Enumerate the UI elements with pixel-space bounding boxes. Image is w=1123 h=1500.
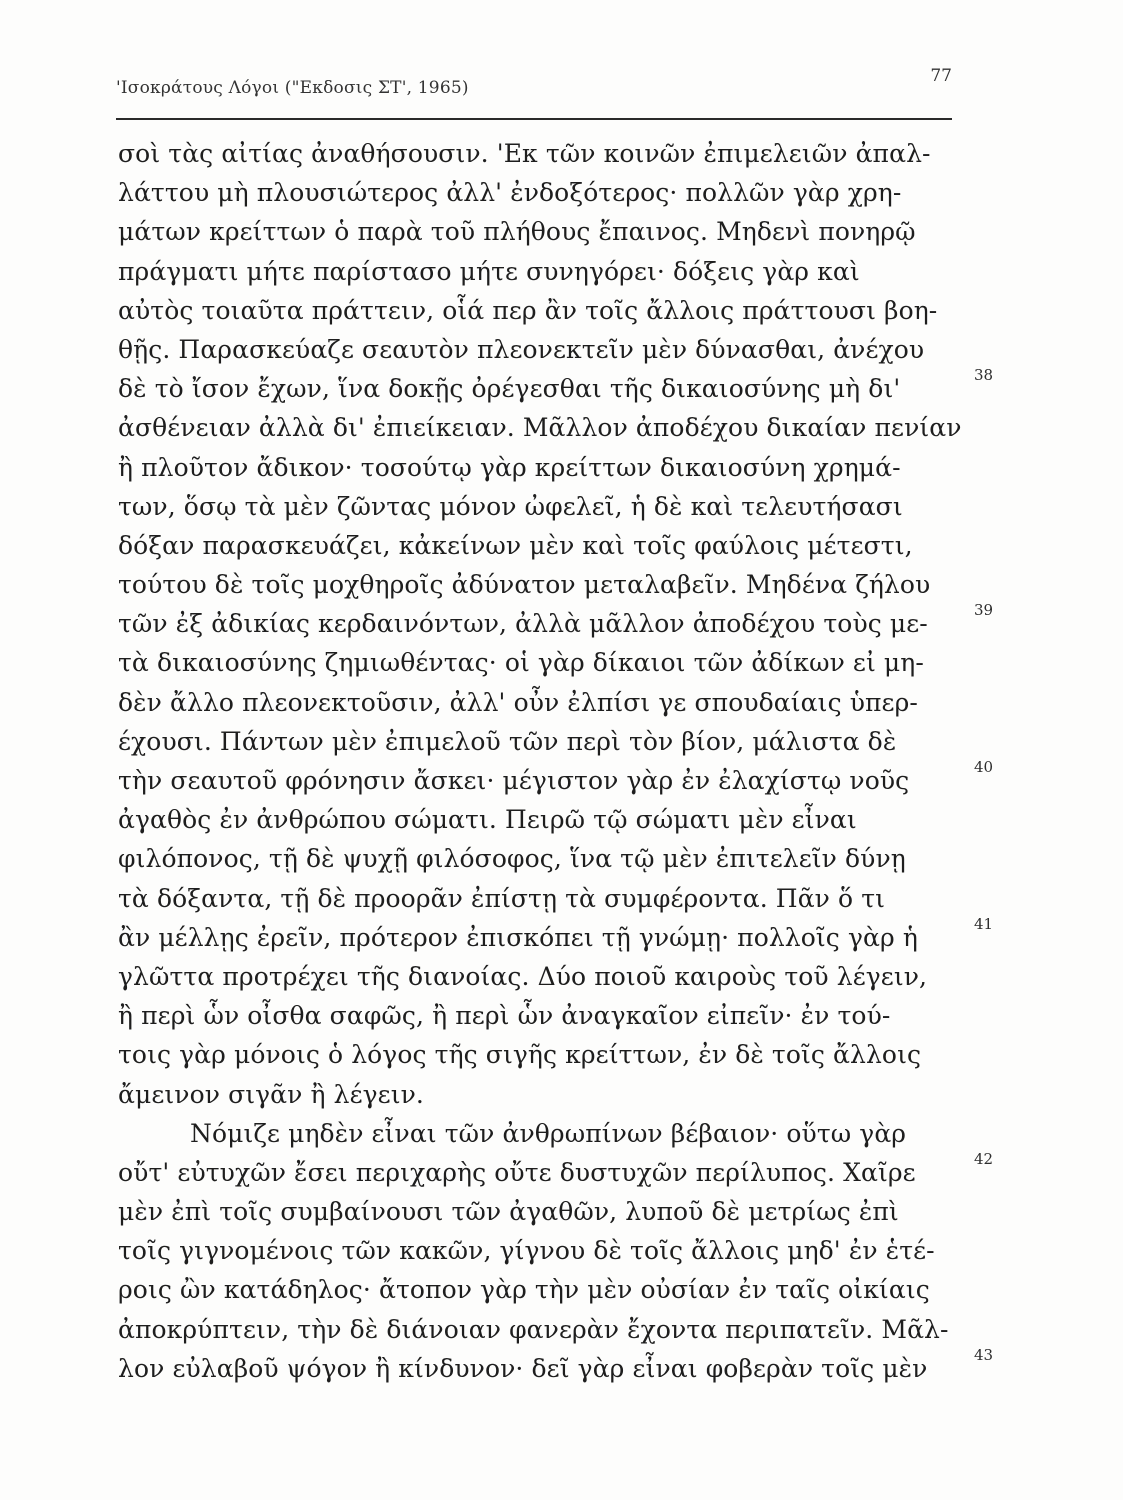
text-line: ἢ περὶ ὧν οἶσθα σαφῶς, ἢ περὶ ὧν ἀναγκαῖον εἰπεῖν· ἐν τού-	[118, 1001, 891, 1031]
running-head	[116, 66, 952, 108]
text-line: θῇς. Παρασκεύαζε σεαυτὸν πλεονεκτεῖν μὲν δύνασθαι, ἀνέχου	[118, 334, 925, 364]
text-line: μὲν ἐπὶ τοῖς συμβαίνουσι τῶν ἀγαθῶν, λυποῦ δὲ μετρίως ἐπὶ	[118, 1197, 899, 1227]
text-line: ἀσθένειαν ἀλλὰ δι' ἐπιείκειαν. Μᾶλλον ἀποδέχου δικαίαν πενίαν	[118, 413, 962, 443]
text-line: τούτου δὲ τοῖς μοχθηροῖς ἀδύνατον μεταλαβεῖν. Μηδένα ζήλου	[118, 570, 931, 600]
text-line: δὲ τὸ ἴσον ἔχων, ἵνα δοκῇς ὀρέγεσθαι τῆς δικαιοσύνης μὴ δι'	[118, 374, 901, 404]
text-line: ἀγαθὸς ἐν ἀνθρώπου σώματι. Πειρῶ τῷ σώματι μὲν εἶναι	[118, 805, 857, 835]
text-line: γλῶττα προτρέχει τῆς διανοίας. Δύο ποιοῦ καιροὺς τοῦ λέγειν,	[118, 961, 928, 991]
text-line: φιλόπονος, τῇ δὲ ψυχῇ φιλόσοφος, ἵνα τῷ μὲν ἐπιτελεῖν δύνῃ	[118, 844, 906, 874]
section-number: 41	[974, 915, 994, 933]
paragraph-start-line: Νόμιζε μηδὲν εἶναι τῶν ἀνθρωπίνων βέβαιον· οὕτω γὰρ	[190, 1118, 907, 1148]
body-text	[118, 134, 980, 1388]
text-line: αὐτὸς τοιαῦτα πράττειν, οἷά περ ἂν τοῖς ἄλλοις πράττουσι βοη-	[118, 295, 938, 325]
text-line: δὲν ἄλλο πλεονεκτοῦσιν, ἀλλ' οὖν ἐλπίσι γε σπουδαίαις ὑπερ-	[118, 687, 918, 717]
header-rule	[116, 118, 952, 120]
section-number: 42	[974, 1150, 994, 1168]
section-number: 43	[974, 1346, 994, 1364]
text-line: τοῖς γιγνομένοις τῶν κακῶν, γίγνου δὲ τοῖς ἄλλοις μηδ' ἐν ἑτέ-	[118, 1236, 935, 1266]
section-number: 40	[974, 758, 994, 776]
section-number: 39	[974, 601, 994, 619]
page-number: 77	[930, 66, 952, 86]
text-line: τῶν ἐξ ἀδικίας κερδαινόντων, ἀλλὰ μᾶλλον ἀποδέχου τοὺς με-	[118, 609, 928, 639]
text-line: μάτων κρείττων ὁ παρὰ τοῦ πλήθους ἔπαινος. Μηδενὶ πονηρῷ	[118, 217, 916, 247]
text-line: ἂν μέλλῃς ἐρεῖν, πρότερον ἐπισκόπει τῇ γνώμῃ· πολλοῖς γὰρ ἡ	[118, 922, 918, 952]
text-line: των, ὅσῳ τὰ μὲν ζῶντας μόνον ὠφελεῖ, ἡ δὲ καὶ τελευτήσασι	[118, 491, 903, 521]
text-line: τὰ δόξαντα, τῇ δὲ προορᾶν ἐπίστῃ τὰ συμφέροντα. Πᾶν ὅ τι	[118, 883, 886, 913]
text-line: λον εὐλαβοῦ ψόγον ἢ κίνδυνον· δεῖ γὰρ εἶναι φοβερὰν τοῖς μὲν	[118, 1353, 928, 1383]
text-line: πράγματι μήτε παρίστασο μήτε συνηγόρει· δόξεις γὰρ καὶ	[118, 256, 860, 286]
section-number: 38	[974, 366, 994, 384]
text-line: ἢ πλοῦτον ἄδικον· τοσούτῳ γὰρ κρείττων δικαιοσύνη χρημά-	[118, 452, 901, 482]
running-title: 'Ισοκράτους Λόγοι ("Εκδοσις ΣΤ', 1965)	[116, 78, 469, 98]
text-line: οὔτ' εὐτυχῶν ἔσει περιχαρὴς οὔτε δυστυχῶν περίλυπος. Χαῖρε	[118, 1157, 916, 1187]
text-line: τὴν σεαυτοῦ φρόνησιν ἄσκει· μέγιστον γὰρ ἐν ἐλαχίστῳ νοῦς	[118, 766, 910, 795]
text-line: ἀποκρύπτειν, τὴν δὲ διάνοιαν φανερὰν ἔχοντα περιπατεῖν. Μᾶλ-	[118, 1314, 949, 1344]
text-line: ροις ὢν κατάδηλος· ἄτοπον γὰρ τὴν μὲν οὐσίαν ἐν ταῖς οἰκίαις	[118, 1275, 930, 1305]
text-line: τοις γὰρ μόνοις ὁ λόγος τῆς σιγῆς κρείττων, ἐν δὲ τοῖς ἄλλοις	[118, 1040, 922, 1070]
text-line: λάττου μὴ πλουσιώτερος ἀλλ' ἐνδοξότερος· πολλῶν γὰρ χρη-	[118, 178, 902, 208]
text-line: σοὶ τὰς αἰτίας ἀναθήσουσιν. 'Εκ τῶν κοινῶν ἐπιμελειῶν ἀπαλ-	[118, 139, 931, 168]
text-line: έχουσι. Πάντων μὲν ἐπιμελοῦ τῶν περὶ τὸν βίον, μάλιστα δὲ	[118, 726, 897, 756]
text-line: ἄμεινον σιγᾶν ἢ λέγειν.	[118, 1079, 424, 1109]
text-line: δόξαν παρασκευάζει, κἀκείνων μὲν καὶ τοῖς φαύλοις μέτεστι,	[118, 530, 913, 560]
text-line: τὰ δικαιοσύνης ζημιωθέντας· οἱ γὰρ δίκαιοι τῶν ἀδίκων εἰ μη-	[118, 648, 924, 678]
